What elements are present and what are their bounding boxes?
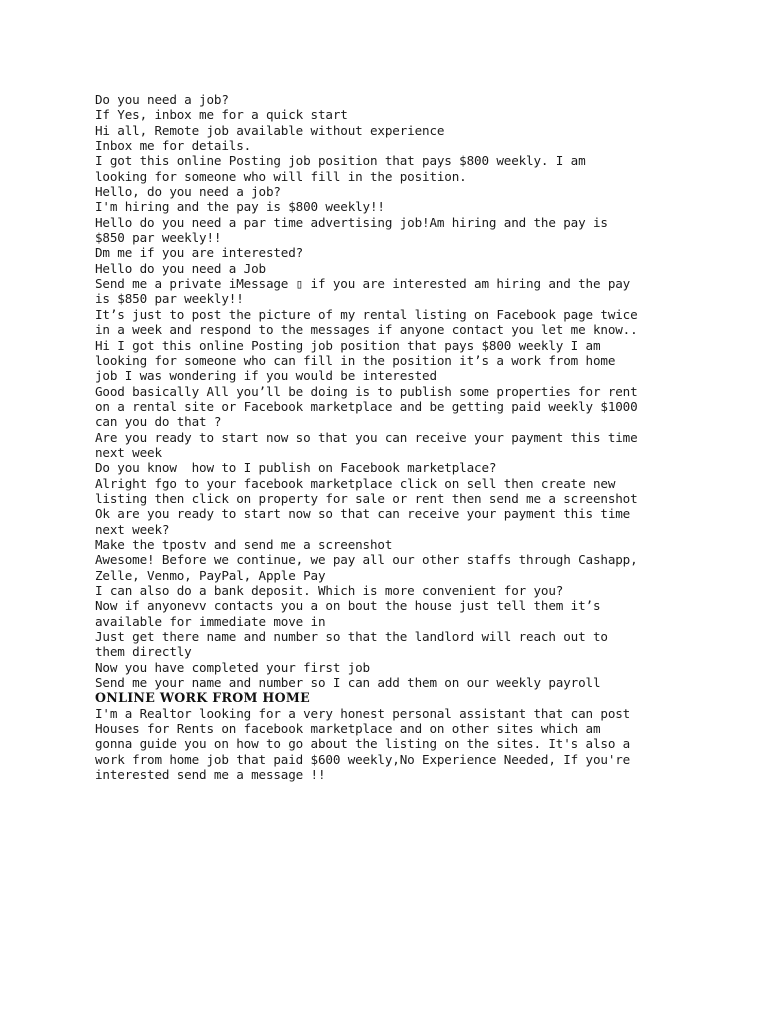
text-line: Alright fgo to your facebook marketplace click on sell then create new [95, 475, 616, 491]
text-line: If Yes, inbox me for a quick start [95, 107, 348, 123]
listing-paragraph [95, 706, 695, 783]
text-line: Send me your name and number so I can add them on our weekly payroll [95, 675, 601, 691]
text-line: I can also do a bank deposit. Which is more convenient for you? [95, 583, 564, 598]
text-line: Awesome! Before we continue, we pay all our other staffs through Cashapp, [95, 552, 638, 568]
text-line: I'm hiring and the pay is $800 weekly!! [95, 199, 385, 215]
text-line: looking for someone who can fill in the position it’s a work from home [95, 352, 616, 368]
text-line: interested send me a message !! [95, 767, 326, 783]
text-line: I got this online Posting job position that pays $800 weekly. I am [95, 153, 586, 169]
text-line: Now if anyonevv contacts you a on bout the house just tell them it’s [95, 598, 601, 614]
message-block [95, 92, 695, 690]
text-line: them directly [95, 644, 192, 660]
text-line: Houses for Rents on facebook marketplace and on other sites which am [95, 721, 601, 737]
text-line: gonna guide you on how to go about the listing on the sites. It's also a [95, 736, 631, 752]
text-line: Now you have completed your first job [95, 659, 370, 675]
text-line: Hello, do you need a job? [95, 184, 281, 200]
text-line: next week [95, 444, 162, 460]
text-line: Hello do you need a par time advertising job!Am hiring and the pay is [95, 214, 608, 230]
text-line: Good basically All you’ll be doing is to publish some properties for rent [95, 383, 638, 399]
text-line: Just get there name and number so that the landlord will reach out to [95, 629, 608, 645]
text-line: Send me a private iMessage ▯ if you are interested am hiring and the pay [95, 276, 631, 292]
text-line: Make the tpostv and send me a screenshot [95, 536, 393, 552]
text-line: Zelle, Venmo, PayPal, Apple Pay [95, 567, 326, 583]
text-line: in a week and respond to the messages if anyone contact you let me know.. [95, 322, 638, 338]
text-line: Hi all, Remote job available without experience [95, 122, 445, 138]
text-line: looking for someone who will fill in the position. [95, 168, 467, 184]
document-body [95, 92, 695, 782]
text-line: Hello do you need a Job [95, 260, 266, 276]
text-line: Do you know how to I publish on Facebook marketplace? [95, 460, 497, 476]
text-line: on a rental site or Facebook marketplace and be getting paid weekly $1000 [95, 398, 638, 414]
text-line: available for immediate move in [95, 613, 326, 629]
section-heading: ONLINE WORK FROM HOME [95, 690, 311, 706]
text-line: Ok are you ready to start now so that can receive your payment this time [95, 506, 631, 522]
text-line: It’s just to post the picture of my rental listing on Facebook page twice [95, 306, 638, 322]
text-line: I'm a Realtor looking for a very honest personal assistant that can post [95, 705, 631, 721]
text-line: work from home job that paid $600 weekly,No Experience Needed, If you're [95, 751, 631, 767]
text-line: can you do that ? [95, 414, 222, 430]
text-line: Do you need a job? [95, 92, 229, 107]
text-line: job I was wondering if you would be interested [95, 368, 437, 384]
text-line: Dm me if you are interested? [95, 245, 304, 261]
text-line: is $850 par weekly!! [95, 291, 244, 307]
text-line: $850 par weekly!! [95, 230, 222, 246]
text-line: listing then click on property for sale or rent then send me a screenshot [95, 490, 638, 506]
text-line: Hi I got this online Posting job position that pays $800 weekly I am [95, 337, 601, 353]
text-line: Are you ready to start now so that you can receive your payment this time [95, 429, 638, 445]
text-line: Inbox me for details. [95, 138, 252, 154]
text-line: next week? [95, 521, 170, 537]
